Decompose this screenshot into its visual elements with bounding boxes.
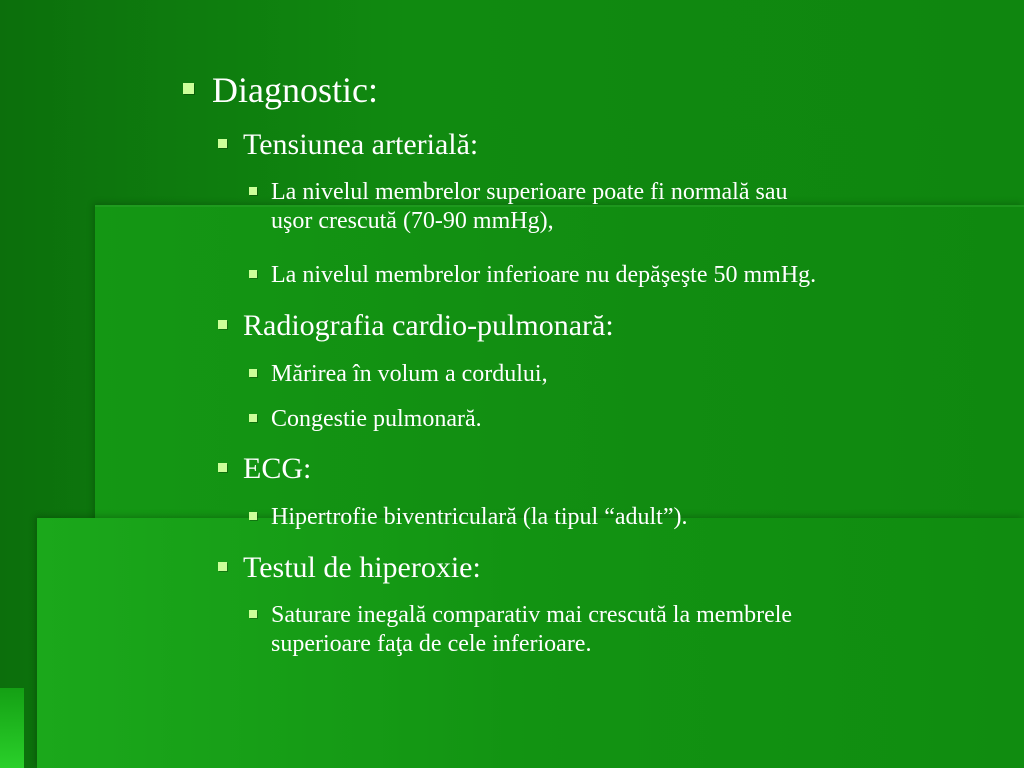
- section-title: ECG:: [243, 452, 312, 485]
- point-item: [249, 261, 816, 290]
- point-text: [271, 178, 787, 236]
- section-title: Tensiunea arterială:: [243, 128, 479, 161]
- heading-item: [183, 69, 378, 112]
- square-bullet-icon: [218, 320, 227, 329]
- section-item-hyperoxia-test: [218, 550, 481, 586]
- square-bullet-icon: [249, 512, 257, 520]
- point-line: La nivelul membrelor inferioare nu depăşeşte 50 mmHg.: [271, 262, 817, 288]
- point-item: [249, 601, 792, 659]
- section-title: Testul de hiperoxie:: [243, 551, 481, 584]
- square-bullet-icon: [249, 187, 257, 195]
- point-item: [249, 503, 687, 532]
- section-item-radiography: [218, 308, 614, 344]
- point-line: uşor crescută (70-90 mmHg),: [271, 207, 554, 234]
- point-line: La nivelul membrelor superioare poate fi normală sau: [271, 179, 788, 205]
- point-line: Hipertrofie biventriculară (la tipul “adult”).: [271, 504, 688, 530]
- point-line: Saturare inegală comparativ mai crescută la membrele: [271, 602, 793, 628]
- square-bullet-icon: [218, 463, 227, 472]
- square-bullet-icon: [249, 369, 257, 377]
- point-text: [271, 601, 792, 659]
- point-line: Congestie pulmonară.: [271, 406, 482, 432]
- square-bullet-icon: [249, 610, 257, 618]
- square-bullet-icon: [249, 270, 257, 278]
- square-bullet-icon: [183, 83, 194, 94]
- square-bullet-icon: [218, 562, 227, 571]
- square-bullet-icon: [218, 139, 227, 148]
- slide-heading: Diagnostic:: [212, 70, 378, 110]
- point-line: Mărirea în volum a cordului,: [271, 361, 548, 387]
- point-item: [249, 360, 548, 389]
- section-title: Radiografia cardio-pulmonară:: [243, 309, 614, 342]
- section-item-blood-pressure: [218, 127, 478, 163]
- point-item: [249, 405, 482, 434]
- point-line: superioare faţa de cele inferioare.: [271, 630, 592, 657]
- point-item: [249, 178, 787, 236]
- section-item-ecg: [218, 451, 311, 487]
- square-bullet-icon: [249, 414, 257, 422]
